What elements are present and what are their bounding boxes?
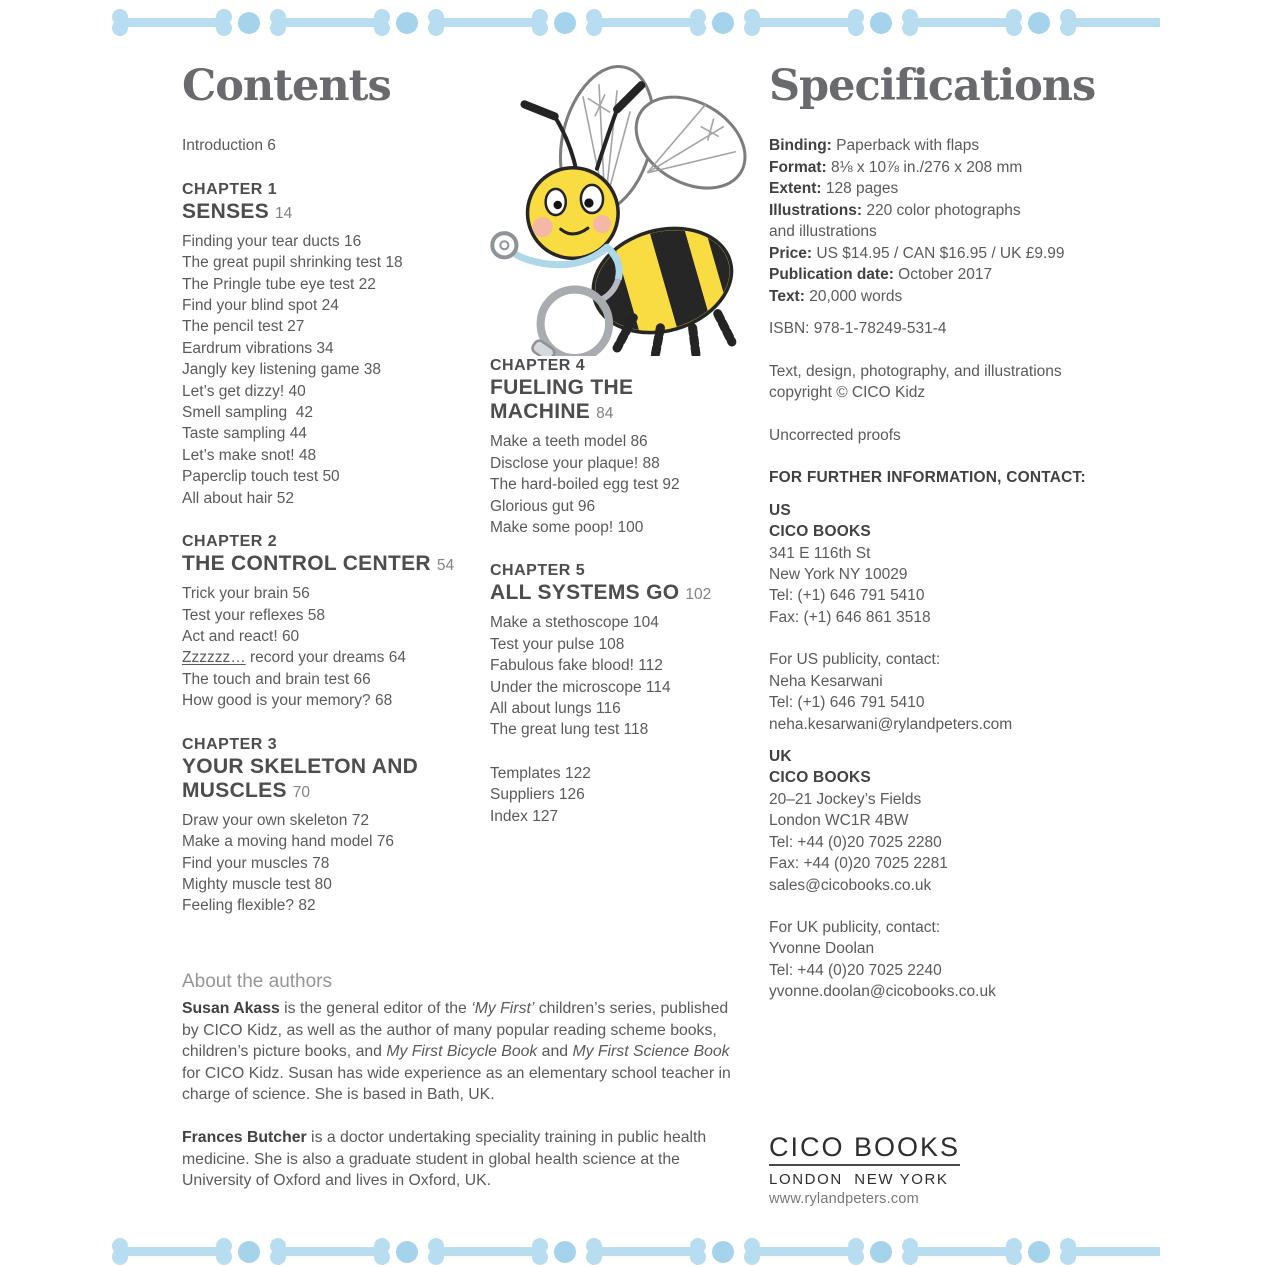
specifications-title: Specifications [769, 61, 1096, 111]
contact-line: Tel: +44 (0)20 7025 2280 [769, 833, 942, 851]
text-segment: 128 pages [821, 180, 899, 198]
text-segment: Susan Akass [182, 1000, 280, 1017]
region-label: US [769, 501, 791, 519]
us-publicity-block [769, 649, 1087, 735]
toc-extra-item: Index 127 [490, 807, 559, 825]
contact-line: 20–21 Jockey’s Fields [769, 790, 922, 808]
toc-item: Jangly key listening game 38 [182, 361, 382, 379]
contact-line: Yvonne Doolan [769, 940, 875, 958]
spec-price [769, 243, 1087, 265]
chapter-3-items [182, 810, 522, 917]
text-segment: for CICO Kidz. Susan has wide experience as an elementary school teacher in charge of science. She is based in Bath, UK. [182, 1064, 731, 1104]
uk-contact-block [769, 746, 1087, 896]
toc-item: All about hair 52 [182, 489, 295, 507]
text-segment: US $14.95 / CAN $16.95 / UK £9.99 [812, 244, 1065, 262]
company-name: CICO BOOKS [769, 769, 871, 787]
chapter-title [182, 755, 522, 803]
chapter-page-number: 70 [292, 783, 311, 801]
specifications-column [769, 61, 1096, 1003]
toc-item: How good is your memory? 68 [182, 692, 393, 710]
toc-item: Eardrum vibrations 34 [182, 339, 334, 357]
bone-border-bottom [108, 1236, 1160, 1266]
text-segment: Extent: [769, 180, 822, 198]
spec-illustrations [769, 200, 1087, 222]
text-segment: My First Science Book [572, 1043, 730, 1061]
chapter-2-items-after [182, 669, 522, 712]
toc-item-rest: record your dreams 64 [245, 649, 406, 667]
toc-item: The great lung test 118 [490, 721, 649, 739]
chapter-kicker: CHAPTER 1 [182, 180, 278, 198]
chapter-1-items [182, 231, 522, 509]
uk-publicity-block [769, 917, 1087, 1003]
spec-illustrations-cont [769, 221, 1087, 243]
toc-item: Make a moving hand model 76 [182, 833, 394, 851]
publisher-logo [769, 1133, 960, 1207]
contact-line: For US publicity, contact: [769, 651, 941, 669]
toc-item: All about lungs 116 [490, 700, 621, 718]
chapter-4-items [490, 431, 758, 538]
chapter-kicker: CHAPTER 3 [182, 735, 278, 753]
chapter-title-text: SENSES [182, 199, 269, 223]
toc-item: Make a teeth model 86 [490, 433, 648, 451]
text-segment: is the general editor of the [279, 1000, 472, 1017]
us-contact-lines [769, 543, 1087, 629]
chapter-title-text: YOUR SKELETON AND MUSCLES [182, 754, 419, 802]
bone-border-top [108, 7, 1160, 37]
contents-column-2 [490, 356, 758, 827]
contact-line: Fax: +44 (0)20 7025 2281 [769, 855, 948, 873]
toc-item: The hard-boiled egg test 92 [490, 476, 680, 494]
spec-binding [769, 135, 1087, 157]
text-segment: 220 color photographs [862, 201, 1021, 219]
chapter-title [182, 552, 522, 576]
toc-item: Under the microscope 114 [490, 678, 671, 696]
toc-item: Find your muscles 78 [182, 854, 330, 872]
chapter-page-number: 84 [596, 405, 614, 423]
contents-column [182, 62, 522, 917]
toc-item: The Pringle tube eye test 22 [182, 275, 376, 293]
chapter-1-block [182, 180, 522, 509]
chapter-2-items-before [182, 583, 522, 647]
text-segment: children’s series, published by CICO Kidz, as well as the author of many popular reading scheme books, children’s picture books, and [182, 1000, 729, 1061]
publisher-website: www.rylandpeters.com [769, 1191, 919, 1208]
toc-item: Feeling flexible? 82 [182, 897, 316, 915]
chapter-4-block [490, 356, 758, 538]
toc-item: The pencil test 27 [182, 318, 305, 336]
copyright-line: copyright © CICO Kidz [769, 384, 926, 402]
contact-line: Fax: (+1) 646 861 3518 [769, 608, 931, 626]
toc-item: Let’s get dizzy! 40 [182, 382, 306, 400]
contents-title: Contents [182, 61, 391, 111]
company-name: CICO BOOKS [769, 523, 871, 541]
text-segment: My First Bicycle Book [386, 1043, 538, 1061]
about-authors-heading: About the authors [182, 971, 332, 992]
uncorrected-proofs: Uncorrected proofs [769, 426, 901, 444]
copyright-line: Text, design, photography, and illustrations [769, 362, 1062, 380]
contact-line: Tel: (+1) 646 791 5410 [769, 694, 925, 712]
toc-item: Let’s make snot! 48 [182, 446, 317, 464]
contact-line: For UK publicity, contact: [769, 918, 941, 936]
text-segment: Paperback with flaps [831, 137, 980, 155]
text-segment: Binding: [769, 137, 832, 155]
text-segment: ‘My First’ [471, 1000, 535, 1017]
chapter-title [182, 200, 522, 224]
contact-line: New York NY 10029 [769, 566, 908, 584]
chapter-kicker: CHAPTER 5 [490, 562, 586, 580]
copyright-block [769, 361, 1087, 404]
text-segment: Frances Butcher [182, 1128, 307, 1146]
contact-line: London WC1R 4BW [769, 812, 909, 830]
toc-item: Mighty muscle test 80 [182, 876, 332, 894]
extras-list [490, 763, 758, 827]
spec-list [769, 135, 1087, 307]
contact-line: Neha Kesarwani [769, 672, 883, 690]
chapter-title-text: FUELING THE MACHINE [490, 376, 634, 424]
chapter-page-number: 54 [436, 556, 455, 574]
toc-item: Fabulous fake blood! 112 [490, 657, 663, 675]
chapter-2-block [182, 532, 522, 712]
toc-item: Make a stethoscope 104 [490, 614, 659, 632]
toc-item: Test your pulse 108 [490, 635, 625, 653]
toc-item: Find your blind spot 24 [182, 296, 339, 314]
chapter-kicker: CHAPTER 4 [490, 357, 586, 374]
contact-line: yvonne.doolan@cicobooks.co.uk [769, 983, 996, 1001]
toc-item: Test your reflexes 58 [182, 606, 326, 624]
text-segment: October 2017 [893, 266, 993, 284]
contact-line: 341 E 116th St [769, 544, 871, 562]
toc-item: Taste sampling 44 [182, 425, 307, 443]
text-segment: Publication date: [769, 266, 894, 284]
toc-item: Draw your own skeleton 72 [182, 811, 369, 829]
toc-item: Disclose your plaque! 88 [490, 454, 660, 472]
us-contact-block [769, 500, 1087, 629]
text-segment: is a doctor undertaking speciality training in public health medicine. She is also a graduate student in global health science at the University of Oxford and lives in Oxford, UK. [182, 1128, 707, 1190]
text-segment: Text: [769, 287, 805, 305]
spec-publication-date [769, 264, 1087, 286]
introduction-entry: Introduction 6 [182, 137, 276, 155]
text-segment: and [537, 1043, 573, 1061]
chapter-title [490, 376, 758, 424]
chapter-page-number: 102 [685, 586, 712, 604]
text-segment: and illustrations [769, 223, 877, 241]
toc-item: Make some poop! 100 [490, 518, 644, 536]
spec-extent [769, 178, 1087, 200]
text-segment: 8⅛ x 10⅞ in./276 x 208 mm [826, 158, 1023, 176]
toc-item: Trick your brain 56 [182, 585, 310, 603]
publisher-cities: LONDON NEW YORK [769, 1171, 949, 1189]
chapter-5-items [490, 612, 758, 740]
contact-line: Tel: +44 (0)20 7025 2240 [769, 961, 942, 979]
chapter-title [490, 581, 758, 605]
chapter-title-text: THE CONTROL CENTER [182, 551, 431, 575]
toc-item: Paperclip touch test 50 [182, 468, 340, 486]
about-authors-section [182, 971, 732, 1192]
uk-contact-lines [769, 789, 1087, 896]
author-bio-susan [182, 998, 732, 1106]
underlined-text: Zzzzzz… [182, 649, 246, 667]
contact-line: Tel: (+1) 646 791 5410 [769, 587, 925, 605]
chapter-3-block [182, 735, 522, 917]
spec-format [769, 157, 1087, 179]
text-segment: Illustrations: [769, 201, 863, 219]
text-segment: Price: [769, 244, 813, 262]
toc-item: Smell sampling 42 [182, 403, 313, 421]
toc-item-dreams [182, 647, 522, 668]
chapter-title-text: ALL SYSTEMS GO [490, 581, 680, 605]
toc-item: Act and react! 60 [182, 627, 300, 645]
contact-heading: FOR FURTHER INFORMATION, CONTACT: [769, 469, 1086, 487]
spec-text [769, 286, 1087, 308]
toc-item: Glorious gut 96 [490, 497, 596, 515]
toc-extra-item: Suppliers 126 [490, 786, 585, 804]
isbn: ISBN: 978-1-78249-531-4 [769, 320, 947, 338]
contact-line: neha.kesarwani@rylandpeters.com [769, 715, 1013, 733]
text-segment: 20,000 words [804, 287, 903, 305]
toc-item: The great pupil shrinking test 18 [182, 254, 403, 272]
toc-item: The touch and brain test 66 [182, 670, 371, 688]
toc-item: Finding your tear ducts 16 [182, 232, 362, 250]
chapter-page-number: 14 [275, 204, 293, 222]
text-segment: Format: [769, 158, 827, 176]
region-label: UK [769, 747, 792, 765]
contact-line: sales@cicobooks.co.uk [769, 876, 932, 894]
publisher-name: CICO BOOKS [769, 1133, 960, 1166]
chapter-kicker: CHAPTER 2 [182, 532, 278, 550]
author-bio-frances [182, 1127, 732, 1192]
chapter-5-block [490, 561, 758, 741]
toc-extra-item: Templates 122 [490, 764, 591, 782]
